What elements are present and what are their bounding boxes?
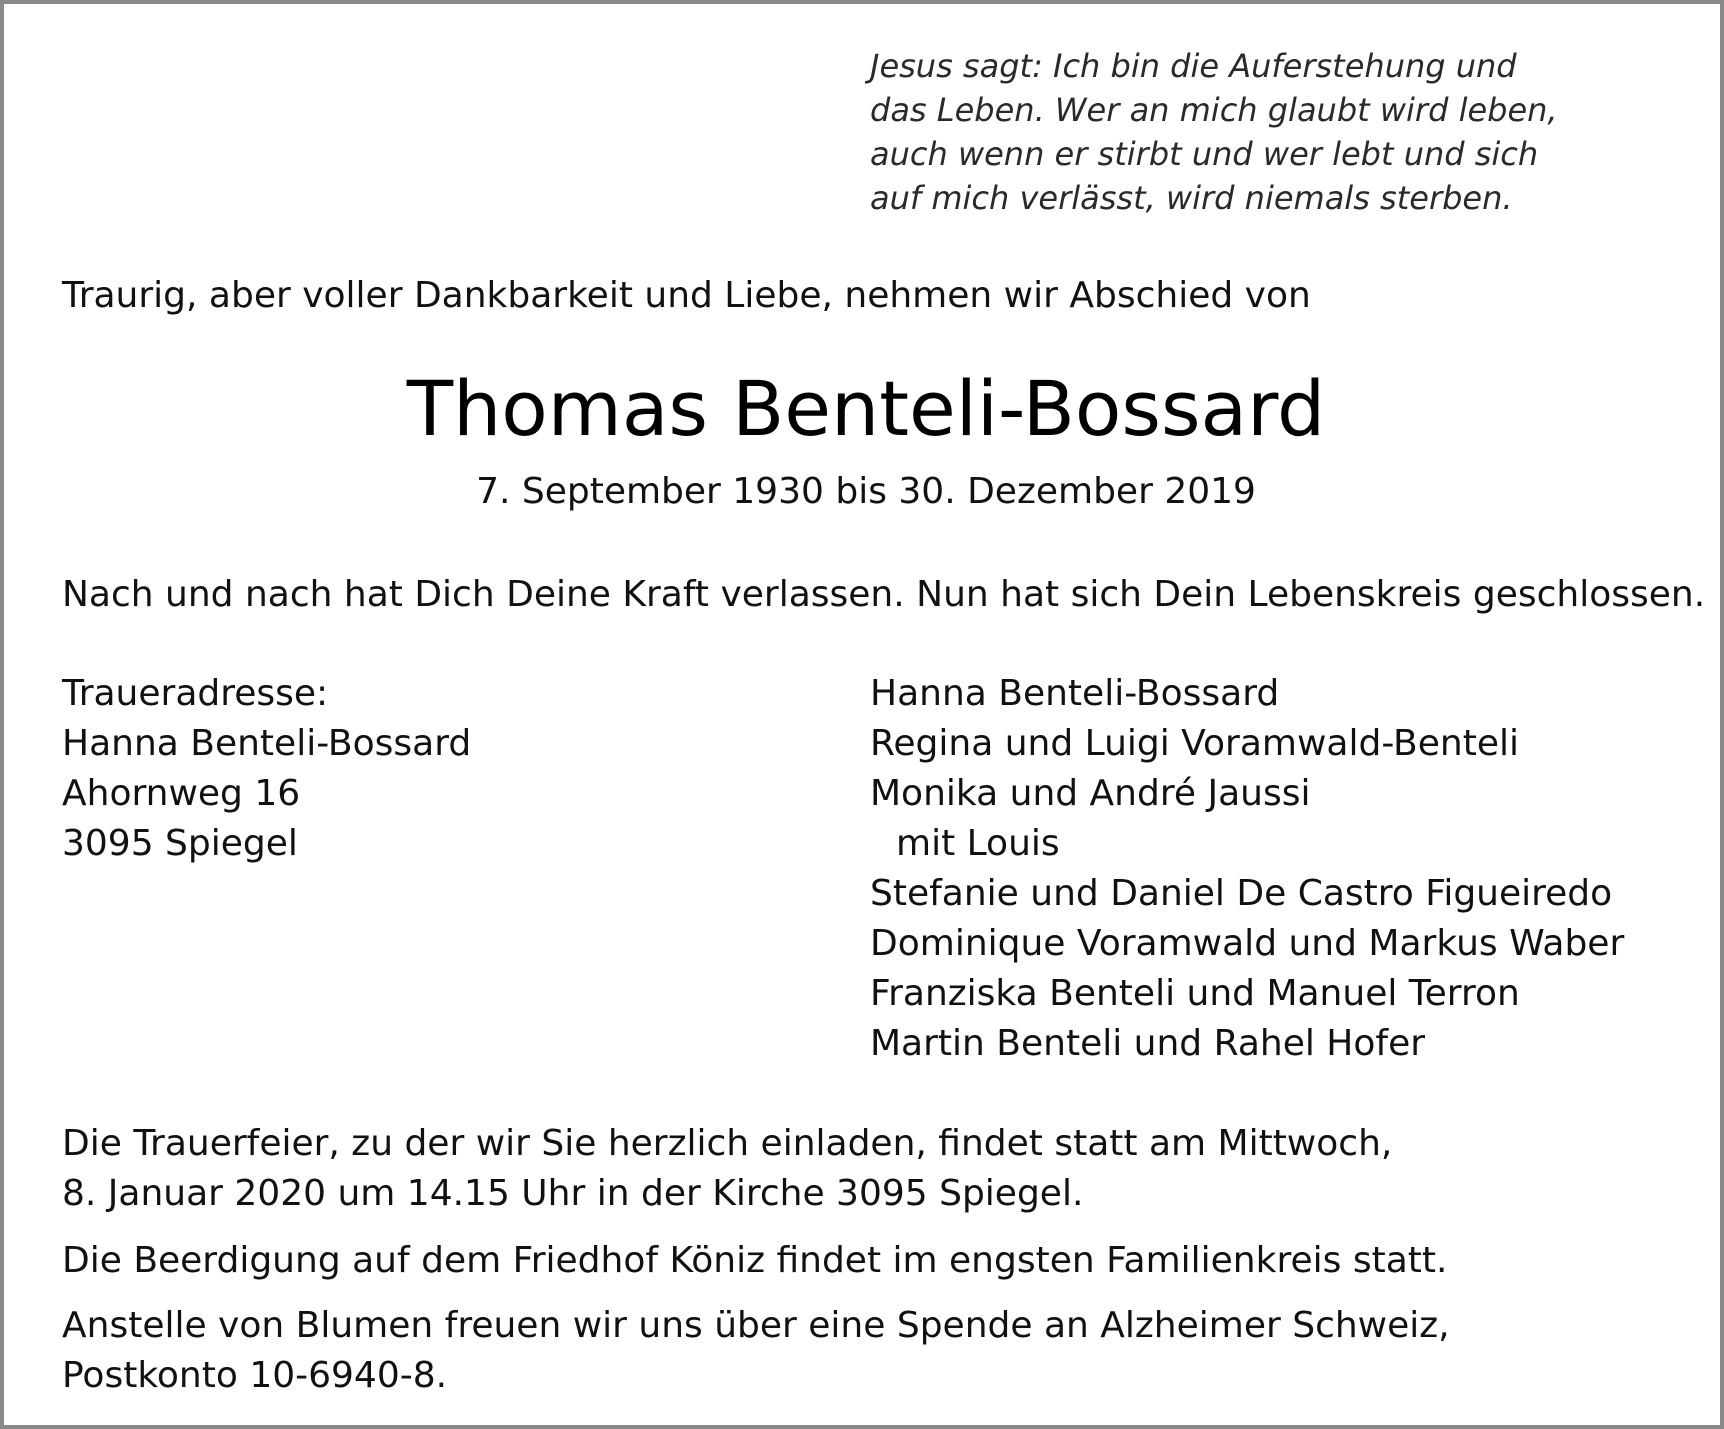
family-member: Dominique Voramwald und Markus Waber: [870, 923, 1625, 964]
ceremony-info: [62, 1119, 1392, 1219]
quote-line: Jesus sagt: Ich bin die Auferstehung und: [870, 47, 1517, 85]
family-member: mit Louis: [896, 823, 1060, 864]
donation-line: Postkonto 10-6940-8.: [62, 1355, 448, 1396]
donation-line: Anstelle von Blumen freuen wir uns über eine Spende an Alzheimer Schweiz,: [62, 1305, 1450, 1346]
quote-line: das Leben. Wer an mich glaubt wird leben,: [870, 91, 1558, 129]
family-member: Regina und Luigi Voramwald-Benteli: [870, 723, 1519, 764]
family-member: Stefanie und Daniel De Castro Figueiredo: [870, 873, 1613, 914]
family-member: Hanna Benteli-Bossard: [870, 673, 1280, 714]
address-street: Ahornweg 16: [62, 773, 301, 814]
family-list: [870, 669, 1624, 1069]
life-dates: 7. September 1930 bis 30. Dezember 2019: [476, 471, 1256, 512]
ceremony-line: 8. Januar 2020 um 14.15 Uhr in der Kirche 3095 Spiegel.: [62, 1173, 1084, 1214]
mourning-address: [62, 669, 471, 869]
address-name: Hanna Benteli-Bossard: [62, 723, 472, 764]
donation-info: [62, 1301, 1450, 1401]
family-member: Monika und André Jaussi: [870, 773, 1311, 814]
burial-line: Die Beerdigung auf dem Friedhof Köniz findet im engsten Familienkreis statt.: [62, 1240, 1448, 1281]
quote-line: auch wenn er stirbt und wer lebt und sich: [870, 135, 1539, 173]
ceremony-line: Die Trauerfeier, zu der wir Sie herzlich einladen, findet statt am Mittwoch,: [62, 1123, 1393, 1164]
deceased-name: Thomas Benteli-Bossard: [406, 364, 1326, 453]
farewell-text: Nach und nach hat Dich Deine Kraft verlassen. Nun hat sich Dein Lebenskreis geschlossen.: [62, 574, 1706, 615]
family-member: Martin Benteli und Rahel Hofer: [870, 1023, 1426, 1064]
address-city: 3095 Spiegel: [62, 823, 298, 864]
bible-quote: [870, 44, 1690, 220]
quote-line: auf mich verlässt, wird niemals sterben.: [870, 179, 1513, 217]
address-label: Traueradresse:: [62, 673, 329, 714]
intro-text: Traurig, aber voller Dankbarkeit und Liebe, nehmen wir Abschied von: [62, 275, 1311, 316]
family-member: Franziska Benteli und Manuel Terron: [870, 973, 1520, 1014]
burial-info: [62, 1236, 1447, 1286]
